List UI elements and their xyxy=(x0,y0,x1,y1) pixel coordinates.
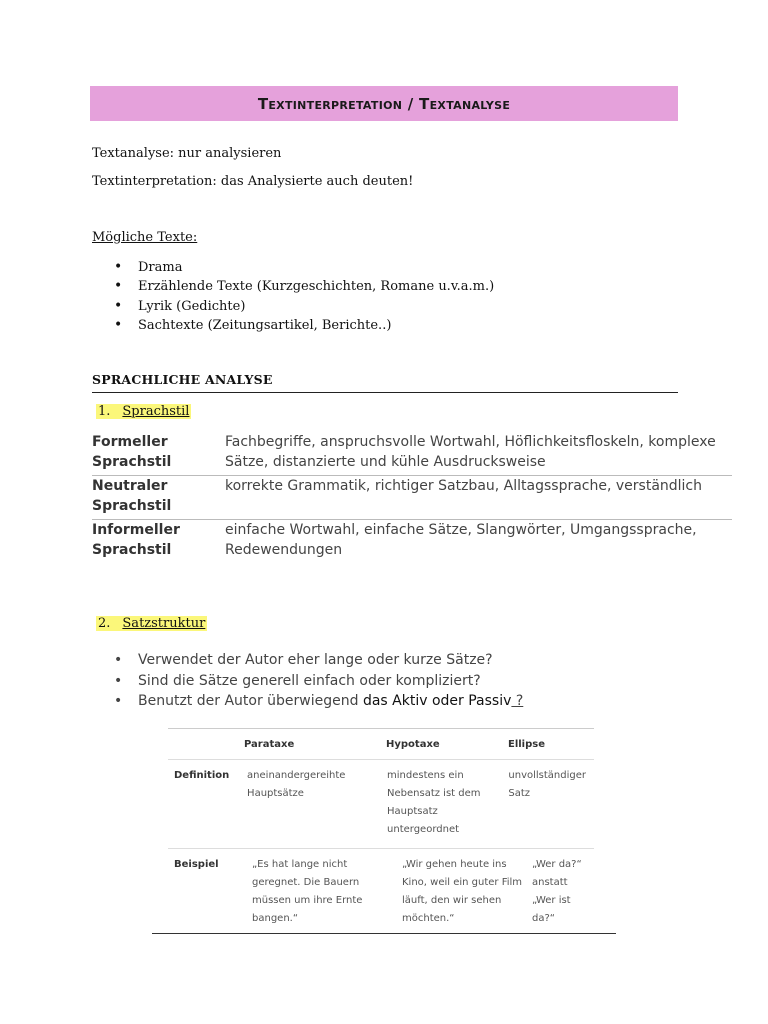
table-cell: „Es hat lange nicht geregnet. Die Bauern müssen um ihre Ernte bangen.“ xyxy=(252,859,363,924)
question-suffix: ? xyxy=(511,693,524,709)
style-description: korrekte Grammatik, richtiger Satzbau, Alltagssprache, verständlich xyxy=(225,478,703,494)
table-cell: unvollständiger Satz xyxy=(508,770,586,799)
header-cell: Ellipse xyxy=(508,738,546,750)
list-item: • Verwendet der Autor eher lange oder kurze Sätze? xyxy=(110,650,523,671)
table-cell: „Wer da?“ anstatt „Wer ist da?“ xyxy=(532,859,582,924)
list-item: • Erzählende Texte (Kurzgeschichten, Romane u.v.a.m.) xyxy=(92,277,494,296)
table-row xyxy=(92,520,732,563)
question-prefix: Benutzt der Autor überwiegend xyxy=(138,693,363,709)
list-item: • Sachtexte (Zeitungsartikel, Berichte..) xyxy=(92,316,494,335)
list-item: • Drama xyxy=(92,258,494,277)
table-row xyxy=(92,476,732,520)
table-header-row xyxy=(168,729,594,760)
bottom-divider xyxy=(152,933,616,934)
page-title: Textinterpretation / Textanalyse xyxy=(257,94,511,113)
intro-interpretation: Textinterpretation: das Analysierte auch deuten! xyxy=(92,174,414,189)
list-item: • Sind die Sätze generell einfach oder kompliziert? xyxy=(110,671,523,692)
satzstruktur-number: 2. xyxy=(98,616,111,631)
table-cell: „Wir gehen heute ins Kino, weil ein guter Film läuft, den wir sehen möchten.“ xyxy=(402,859,523,924)
style-term: Formeller Sprachstil xyxy=(92,434,172,470)
title-banner xyxy=(90,86,678,121)
syntax-table xyxy=(168,728,594,937)
table-row xyxy=(168,849,594,937)
table-cell: mindestens ein Nebensatz ist dem Hauptsatz untergeordnet xyxy=(387,770,481,835)
sprachstil-number: 1. xyxy=(98,404,111,419)
sprachstil-table xyxy=(92,432,732,563)
style-description: einfache Wortwahl, einfache Sätze, Slangwörter, Umgangssprache, Redewendungen xyxy=(225,522,697,558)
style-term: Neutraler Sprachstil xyxy=(92,478,172,514)
texts-heading: Mögliche Texte: xyxy=(92,230,198,245)
row-label: Definition xyxy=(174,770,230,781)
table-cell: aneinandergereihte Hauptsätze xyxy=(247,770,346,799)
satzstruktur-heading xyxy=(96,616,207,631)
header-cell: Hypotaxe xyxy=(386,738,440,750)
style-description: Fachbegriffe, anspruchsvolle Wortwahl, Höflichkeitsfloskeln, komplexe Sätze, distanzierte und kühle Ausdrucksweise xyxy=(225,434,716,470)
header-cell: Parataxe xyxy=(244,738,295,750)
question-emphasis: das Aktiv oder Passiv xyxy=(362,693,512,709)
row-label: Beispiel xyxy=(174,859,219,870)
table-row xyxy=(168,760,594,849)
satzstruktur-label: Satzstruktur xyxy=(122,616,206,631)
style-term: Informeller Sprachstil xyxy=(92,522,180,558)
list-item: • Lyrik (Gedichte) xyxy=(92,297,494,316)
sprachstil-label: Sprachstil xyxy=(122,404,190,419)
questions-list xyxy=(110,650,523,712)
list-item xyxy=(110,691,523,712)
intro-analyse: Textanalyse: nur analysieren xyxy=(92,146,282,161)
texts-list xyxy=(92,258,494,335)
sprachstil-heading xyxy=(96,404,191,419)
table-row xyxy=(92,432,732,476)
section-heading: SPRACHLICHE ANALYSE xyxy=(92,372,678,393)
